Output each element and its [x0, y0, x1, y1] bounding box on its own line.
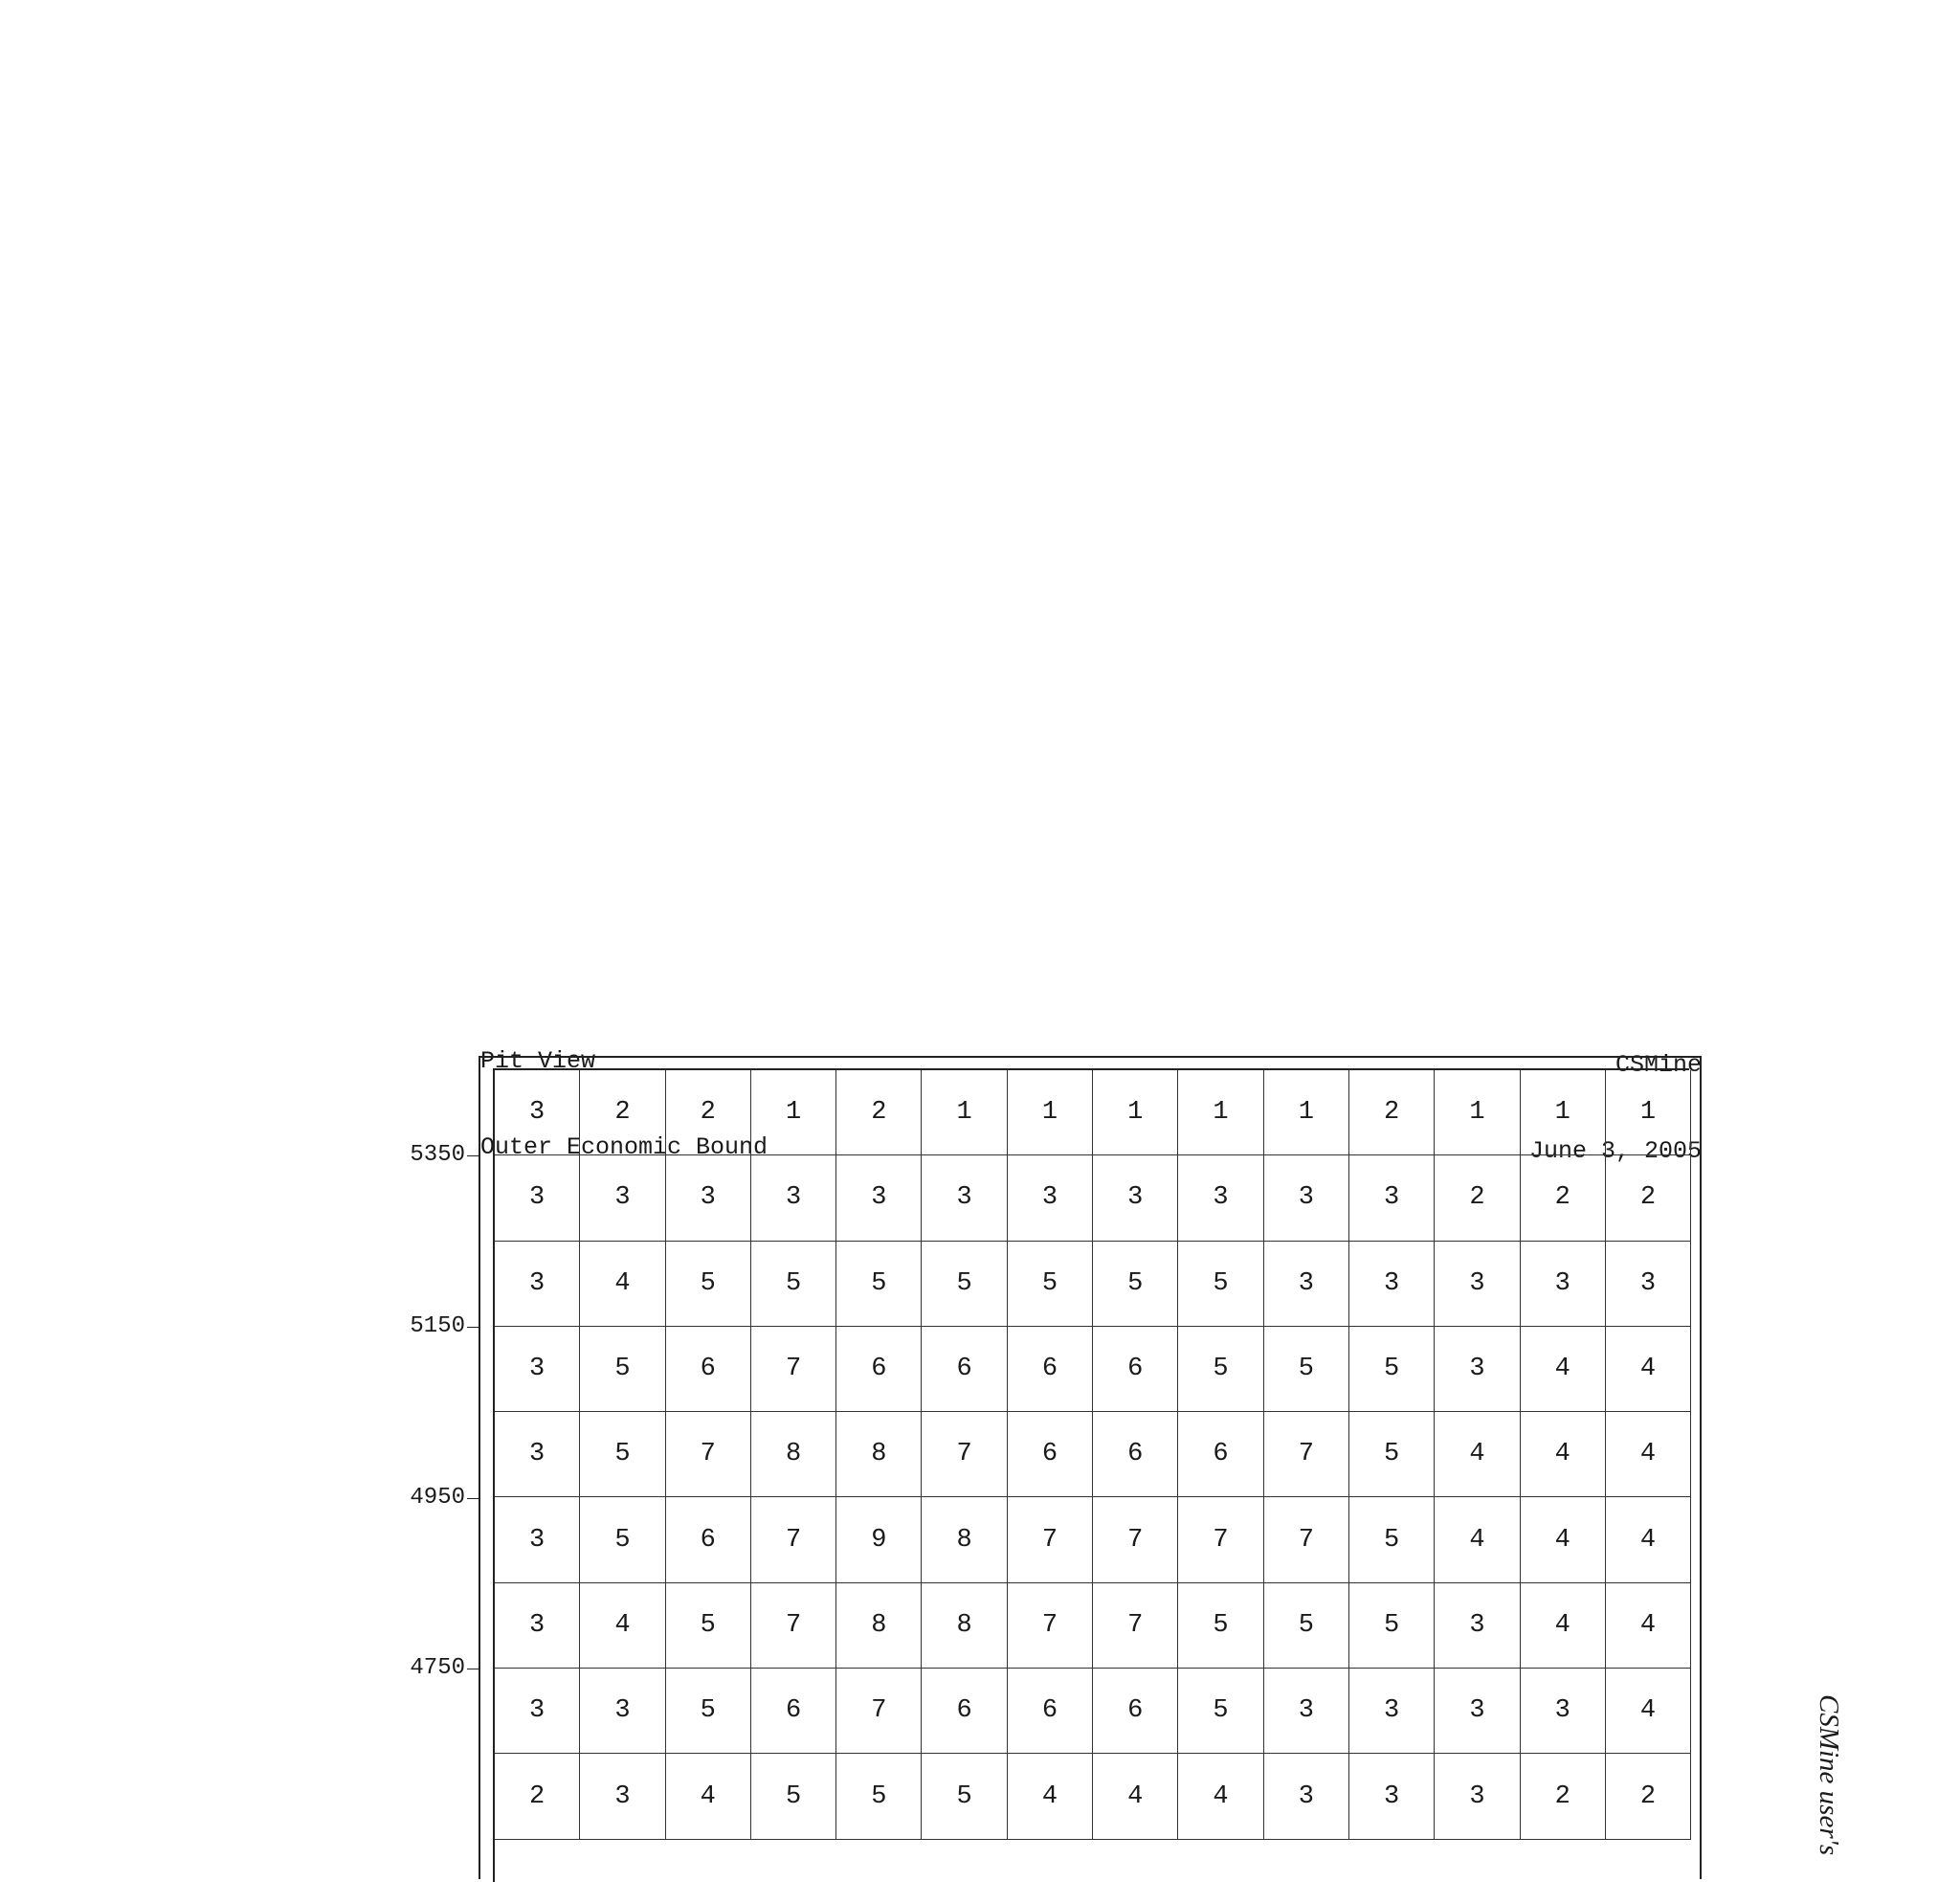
grid-cell: 5 — [1093, 1242, 1178, 1327]
grid-cell: 3 — [1435, 1327, 1520, 1412]
grid-cell: 2 — [495, 1754, 580, 1839]
grid-cell: 5 — [580, 1497, 665, 1582]
grid-cell: 3 — [1435, 1754, 1520, 1839]
grid-cell: 1 — [1264, 1070, 1349, 1155]
grid-cell: 3 — [836, 1155, 922, 1241]
grid-cell: 8 — [751, 1412, 836, 1497]
grid-cell: 5 — [1008, 1242, 1093, 1327]
grid-cell: 6 — [1093, 1327, 1178, 1412]
grid-cell: 3 — [1264, 1155, 1349, 1241]
grid-cell: 3 — [1521, 1669, 1606, 1754]
grid-cell: 3 — [1349, 1242, 1435, 1327]
grid-cell: 1 — [751, 1070, 836, 1155]
grid-cell: 3 — [1178, 1155, 1263, 1241]
y-axis-tick — [467, 1327, 479, 1328]
grid-cell: 3 — [495, 1242, 580, 1327]
grid-cell: 1 — [922, 1070, 1007, 1155]
grid-cell: 8 — [836, 1583, 922, 1669]
grid-cell: 4 — [1521, 1412, 1606, 1497]
grid-cell: 7 — [1008, 1497, 1093, 1582]
grid-cell: 3 — [495, 1583, 580, 1669]
grid-cell: 2 — [580, 1070, 665, 1155]
grid-cell: 3 — [751, 1155, 836, 1241]
grid-cell: 3 — [1521, 1242, 1606, 1327]
grid-cell: 6 — [1178, 1412, 1263, 1497]
grid-cell: 7 — [1093, 1497, 1178, 1582]
grid-cell: 5 — [1264, 1327, 1349, 1412]
grid-cell: 2 — [666, 1070, 751, 1155]
grid-cell: 3 — [580, 1754, 665, 1839]
page-subtitle: Outer Economic Bound — [480, 1133, 768, 1161]
grid-cell: 7 — [751, 1583, 836, 1669]
grid-cell: 5 — [1178, 1583, 1263, 1669]
grid-cell: 5 — [922, 1754, 1007, 1839]
grid-cell: 4 — [1606, 1412, 1691, 1497]
grid-cell: 4 — [1521, 1583, 1606, 1669]
page-title: Pit View — [480, 1047, 596, 1075]
grid-cell: 3 — [1264, 1242, 1349, 1327]
grid-cell: 3 — [1349, 1669, 1435, 1754]
grid-cell: 9 — [836, 1497, 922, 1582]
grid-cell: 7 — [1008, 1583, 1093, 1669]
grid-cell: 5 — [580, 1327, 665, 1412]
y-axis-label: 4750 — [410, 1655, 465, 1682]
grid-cell: 4 — [1435, 1497, 1520, 1582]
grid-cell: 2 — [1435, 1155, 1520, 1241]
grid-cell: 8 — [922, 1497, 1007, 1582]
grid-cell: 5 — [836, 1242, 922, 1327]
grid-cell: 4 — [1606, 1583, 1691, 1669]
grid-cell: 2 — [1606, 1754, 1691, 1839]
grid-cell: 6 — [922, 1327, 1007, 1412]
y-axis-tick — [467, 1498, 479, 1499]
grid-cell: 1 — [1606, 1070, 1691, 1155]
grid-cell: 1 — [1093, 1070, 1178, 1155]
grid-cell: 7 — [751, 1497, 836, 1582]
grid-cell: 4 — [1606, 1497, 1691, 1582]
grid-cell: 5 — [751, 1754, 836, 1839]
grid-cell: 4 — [1606, 1669, 1691, 1754]
grid-cell: 4 — [666, 1754, 751, 1839]
grid-cell: 2 — [1521, 1155, 1606, 1241]
grid-cell: 3 — [1264, 1669, 1349, 1754]
grid-cell: 3 — [1435, 1669, 1520, 1754]
grid-cell: 3 — [495, 1070, 580, 1155]
grid-cell: 3 — [495, 1412, 580, 1497]
grid-cell: 8 — [922, 1583, 1007, 1669]
grid-cell: 6 — [1008, 1327, 1093, 1412]
grid-cell: 1 — [1521, 1070, 1606, 1155]
y-axis-label: 4950 — [410, 1484, 465, 1511]
grid-cell: 7 — [1264, 1412, 1349, 1497]
y-axis-label: 5150 — [410, 1312, 465, 1339]
grid-cell: 3 — [1435, 1242, 1520, 1327]
grid-cell: 3 — [495, 1669, 580, 1754]
grid-cell: 4 — [1093, 1754, 1178, 1839]
grid-cell: 5 — [1349, 1497, 1435, 1582]
grid-cell: 3 — [580, 1669, 665, 1754]
side-caption: CSMine user's — [1814, 1694, 1844, 1856]
grid-cell: 5 — [1349, 1583, 1435, 1669]
grid-cell: 7 — [751, 1327, 836, 1412]
grid-cell: 3 — [1264, 1754, 1349, 1839]
grid-cell: 3 — [495, 1497, 580, 1582]
grid-cell: 7 — [836, 1669, 922, 1754]
grid-cell: 1 — [1178, 1070, 1263, 1155]
app-name: CSMine — [1615, 1051, 1702, 1079]
grid-cell: 4 — [1435, 1412, 1520, 1497]
grid-cell: 6 — [1093, 1669, 1178, 1754]
grid-cell: 2 — [1606, 1155, 1691, 1241]
grid-cell: 3 — [495, 1155, 580, 1241]
grid-cell: 4 — [1178, 1754, 1263, 1839]
grid-cell: 4 — [580, 1242, 665, 1327]
grid-cell: 6 — [1093, 1412, 1178, 1497]
grid-cell: 3 — [1349, 1155, 1435, 1241]
grid-cell: 2 — [836, 1070, 922, 1155]
grid-cell: 5 — [1264, 1583, 1349, 1669]
grid-cell: 7 — [1093, 1583, 1178, 1669]
grid-cell: 4 — [1521, 1497, 1606, 1582]
grid-cell: 5 — [1349, 1327, 1435, 1412]
grid-cell: 4 — [1606, 1327, 1691, 1412]
grid-cell: 5 — [836, 1754, 922, 1839]
report-date: June 3, 2005 — [1528, 1137, 1702, 1165]
grid-cell: 3 — [922, 1155, 1007, 1241]
grid-cell: 5 — [1349, 1412, 1435, 1497]
grid-cell: 6 — [751, 1669, 836, 1754]
grid-cell: 4 — [1008, 1754, 1093, 1839]
grid-cell: 7 — [1178, 1497, 1263, 1582]
grid-cell: 3 — [666, 1155, 751, 1241]
grid-cell: 5 — [666, 1669, 751, 1754]
grid-cell: 5 — [1178, 1669, 1263, 1754]
grid-cell: 5 — [751, 1242, 836, 1327]
grid-cell: 7 — [666, 1412, 751, 1497]
grid-cell: 5 — [1178, 1327, 1263, 1412]
grid-cell: 3 — [1606, 1242, 1691, 1327]
grid-cell: 6 — [922, 1669, 1007, 1754]
grid-cell: 6 — [666, 1327, 751, 1412]
grid-cell: 2 — [1521, 1754, 1606, 1839]
grid-cell: 3 — [1349, 1754, 1435, 1839]
y-axis-label: 5350 — [410, 1142, 465, 1169]
grid-cell: 5 — [666, 1583, 751, 1669]
grid-cell: 5 — [580, 1412, 665, 1497]
grid-cell: 5 — [666, 1242, 751, 1327]
grid-cell: 3 — [1093, 1155, 1178, 1241]
pit-grid — [493, 1068, 1689, 1882]
grid-cell: 3 — [580, 1155, 665, 1241]
grid-cell: 4 — [580, 1583, 665, 1669]
grid-cell: 1 — [1435, 1070, 1520, 1155]
grid-cell: 6 — [836, 1327, 922, 1412]
grid-cell: 6 — [1008, 1669, 1093, 1754]
grid-cell: 4 — [1521, 1327, 1606, 1412]
grid-cell: 3 — [1435, 1583, 1520, 1669]
grid-cell: 1 — [1008, 1070, 1093, 1155]
grid-cell: 6 — [1008, 1412, 1093, 1497]
y-axis-tick — [467, 1155, 479, 1156]
grid-cell: 5 — [922, 1242, 1007, 1327]
grid-cell: 3 — [1008, 1155, 1093, 1241]
grid-cell: 5 — [1178, 1242, 1263, 1327]
grid-cell: 8 — [836, 1412, 922, 1497]
grid-cell: 7 — [922, 1412, 1007, 1497]
grid-cell: 6 — [666, 1497, 751, 1582]
grid-cell: 3 — [495, 1327, 580, 1412]
grid-cell: 7 — [1264, 1497, 1349, 1582]
grid-cell: 2 — [1349, 1070, 1435, 1155]
